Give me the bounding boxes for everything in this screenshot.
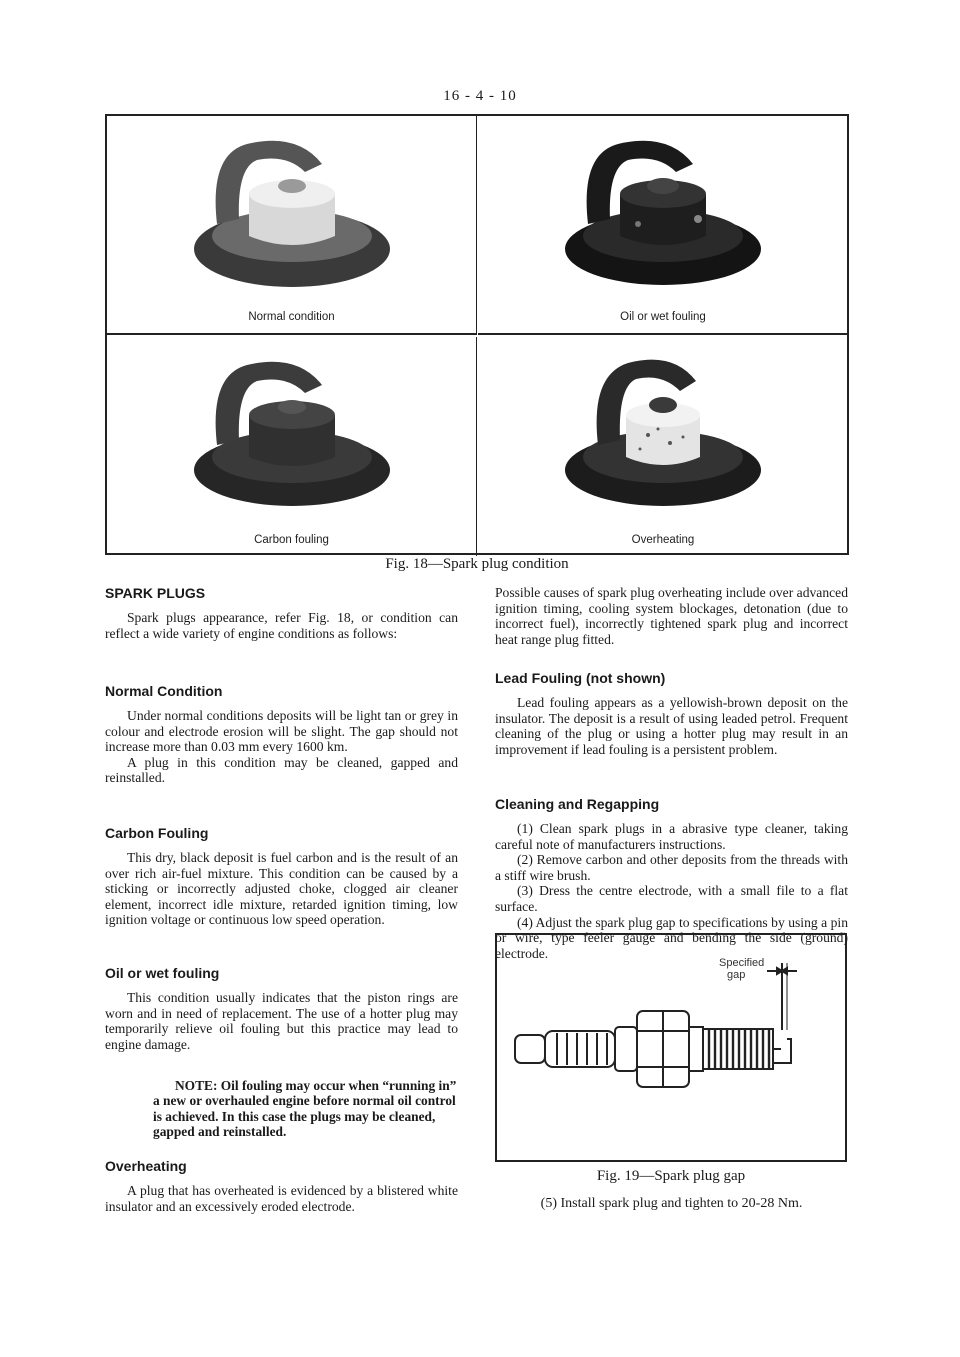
text-normal-condition-1: Under normal conditions deposits will be light tan or grey in colour and electrode erosion will be slight. The gap should not increase more than 0.03 mm every 1600 km. — [105, 708, 458, 755]
page-number: 16 - 4 - 10 — [443, 88, 517, 104]
figure-19-spark-plug-gap — [495, 933, 847, 1162]
text-overheating: A plug that has overheated is evidenced by a blistered white insulator and an excessively eroded electrode. — [105, 1183, 458, 1214]
text-normal-condition-2: A plug in this condition may be cleaned, gapped and reinstalled. — [105, 754, 458, 786]
heading-lead-fouling: Lead Fouling (not shown) — [495, 670, 666, 686]
text-step-4: (4) Adjust the spark plug gap to specifications by using a pin or wire, type feeler gauge and bending the side (ground) electrode. — [495, 914, 848, 961]
text-lead-fouling: Lead fouling appears as a yellowish-brown deposit on the insulator. The deposit is a result of using leaded petrol. Frequent cleaning of the plug or using a hotter plug may result in an improvement if lead fouling is a persistent problem. — [495, 695, 848, 757]
text-step-5: (5) Install spark plug and tighten to 20-28 Nm. — [540, 1196, 803, 1211]
heading-overheating: Overheating — [105, 1158, 187, 1174]
section-oil-wet-fouling — [105, 965, 458, 1052]
figure-18-title: Fig. 18—Spark plug condition — [385, 556, 569, 572]
heading-oil-wet-fouling: Oil or wet fouling — [105, 965, 220, 981]
heading-carbon-fouling: Carbon Fouling — [105, 825, 209, 841]
section-overheating — [105, 1158, 458, 1214]
text-step-1: (1) Clean spark plugs in a abrasive type cleaner, taking careful note of manufacturers instructions. — [495, 821, 848, 852]
figure-18-photo-grid — [105, 114, 849, 555]
text-step-3: (3) Dress the centre electrode, with a small file to a flat surface. — [495, 883, 848, 914]
note-oil-fouling — [105, 1078, 458, 1140]
section-lead-fouling — [495, 670, 848, 757]
caption-overheating: Overheating — [631, 534, 695, 546]
text-carbon-fouling: This dry, black deposit is fuel carbon and is the result of an over rich air-fuel mixture. This condition can be caused by a sticking or incorrectly adjusted choke, clogged air cleaner element, incorrect idle mixture, retarded ignition timing, low ignition voltage or continuous low speed operation. — [105, 850, 458, 928]
gap-label-line-1: Specified — [719, 957, 765, 969]
caption-carbon-fouling: Carbon fouling — [254, 534, 329, 546]
section-spark-plugs — [105, 610, 458, 641]
photo-carbon-fouling — [107, 337, 477, 556]
section-overheating-causes — [495, 585, 848, 647]
spark-plug-carbon-fouling-photo — [187, 345, 397, 515]
photo-normal-condition — [107, 116, 477, 335]
section-normal-condition — [105, 683, 458, 786]
section-carbon-fouling — [105, 825, 458, 928]
caption-oil-wet-fouling: Oil or wet fouling — [620, 311, 706, 323]
spark-plug-diagram — [497, 935, 845, 1160]
photo-oil-wet-fouling — [478, 116, 848, 335]
photo-overheating — [478, 337, 848, 556]
gap-label-line-2: gap — [727, 969, 746, 981]
text-spark-plugs-intro: Spark plugs appearance, refer Fig. 18, or condition can reflect a wide variety of engine conditions as follows: — [105, 610, 458, 641]
spark-plug-overheating-photo — [558, 345, 768, 515]
text-oil-wet-fouling: This condition usually indicates that the piston rings are worn and in need of replacement. The use of a hotter plug may temporarily relieve oil fouling but this practice may lead to engine damage. — [105, 990, 458, 1052]
caption-normal-condition: Normal condition — [248, 311, 335, 323]
heading-cleaning-regapping: Cleaning and Regapping — [495, 796, 660, 812]
text-overheating-causes: Possible causes of spark plug overheating include over advanced ignition timing, cooling system blockages, detonation (due to incorrect fuel), incorrectly tightened spark plug and incorrect heat range plug fitted. — [495, 585, 848, 647]
spark-plug-normal-photo — [187, 124, 397, 294]
heading-normal-condition: Normal Condition — [105, 683, 223, 699]
text-note: NOTE: Oil fouling may occur when “running in” a new or overhauled engine before normal oil control is achieved. In this case the plugs may be cleaned, gapped and reinstalled. — [153, 1078, 457, 1140]
spark-plug-oil-fouling-photo — [558, 124, 768, 294]
figure-19-title: Fig. 19—Spark plug gap — [596, 1168, 746, 1184]
heading-spark-plugs: SPARK PLUGS — [105, 585, 206, 601]
text-step-2: (2) Remove carbon and other deposits from the threads with a stiff wire brush. — [495, 852, 848, 883]
